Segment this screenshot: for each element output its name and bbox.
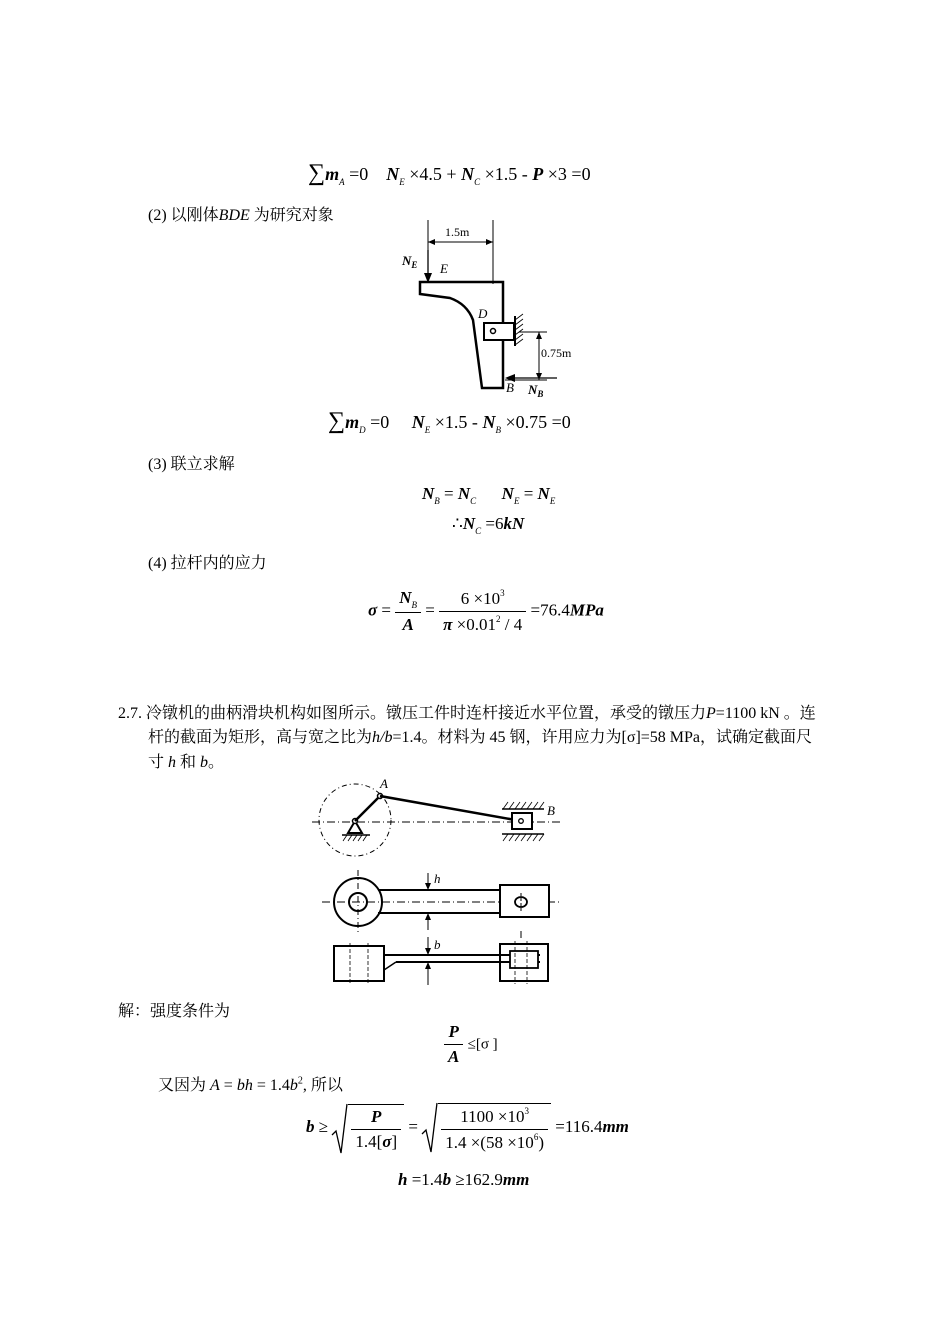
step4-heading: (4) 拉杆内的应力	[148, 555, 267, 572]
label-d: D	[478, 306, 488, 321]
problem-line-2: 杆的截面为矩形，高与宽之比为h/b=1.4。材料为 45 钢，许用应力为[σ]=58 MPa，试确定截面尺	[148, 729, 813, 746]
step2-heading: (2) 以刚体BDE 为研究对象	[148, 207, 334, 224]
equation-b-result: b ≥ $\frac{P}{1.4[\sigma]}$ = $\frac{1100 \times 10^3}{1.4 \times(58 \times 10^6)}$ =116.4mm	[306, 1103, 629, 1153]
label-ne: $N_E$	[402, 253, 418, 270]
sqrt-2: $\frac{1100 \times 10^3}{1.4 \times(58 \times 10^6)}$	[438, 1103, 551, 1153]
label-e: E	[440, 261, 448, 276]
dim-1-5m: 1.5m	[445, 225, 470, 239]
figure-crank-slider	[310, 775, 570, 990]
equation-result-nc: $\therefore N_C =6kN$	[452, 514, 525, 536]
equation-moment-d: $\sum m_D =0$ $N_E \times 1.5 - N_B \times 0.75 =0$	[328, 408, 571, 435]
label-b-slider: B	[547, 803, 555, 818]
area-relation: 又因为 A = bh = $1.4b^2$, 所以	[158, 1075, 343, 1094]
label-a: A	[380, 776, 388, 791]
equation-h-result: h =1.4b ≥162.9mm	[398, 1170, 530, 1189]
label-nb: $N_B$	[528, 382, 544, 399]
equation-equalities: $N_B = N_C$ $N_E = N_E$	[422, 484, 556, 506]
problem-line-1: 2.7. 冷镦机的曲柄滑块机构如图所示。镦压工件时连杆接近水平位置，承受的镦压力P=1100 kN 。连	[118, 705, 816, 722]
sqrt-1: $\frac{P}{1.4[\sigma]}$	[348, 1104, 404, 1152]
solution-heading: 解：强度条件为	[118, 1003, 231, 1020]
equation-strength-condition: $\frac{P}{A}$ ≤[σ ]	[444, 1022, 498, 1067]
problem-line-3: 寸 h 和 b。	[148, 754, 225, 771]
label-h: h	[434, 871, 441, 886]
dim-0-75m: 0.75m	[541, 346, 572, 360]
equation-stress: σ = $\frac{N_B}{A}$ = $\frac{6 \times 10^3}{\pi \times 0.01^2 / 4}$ =76.4MPa	[368, 588, 604, 634]
equation-moment-a: $\sum m_A =0$ $N_E \times 4.5 + N_C \times 1.5 - P \times 3 =0$	[308, 160, 591, 187]
figure-bde-body	[395, 220, 595, 400]
label-b-dim: b	[434, 937, 441, 952]
label-b: B	[506, 380, 514, 395]
step3-heading: (3) 联立求解	[148, 456, 235, 473]
